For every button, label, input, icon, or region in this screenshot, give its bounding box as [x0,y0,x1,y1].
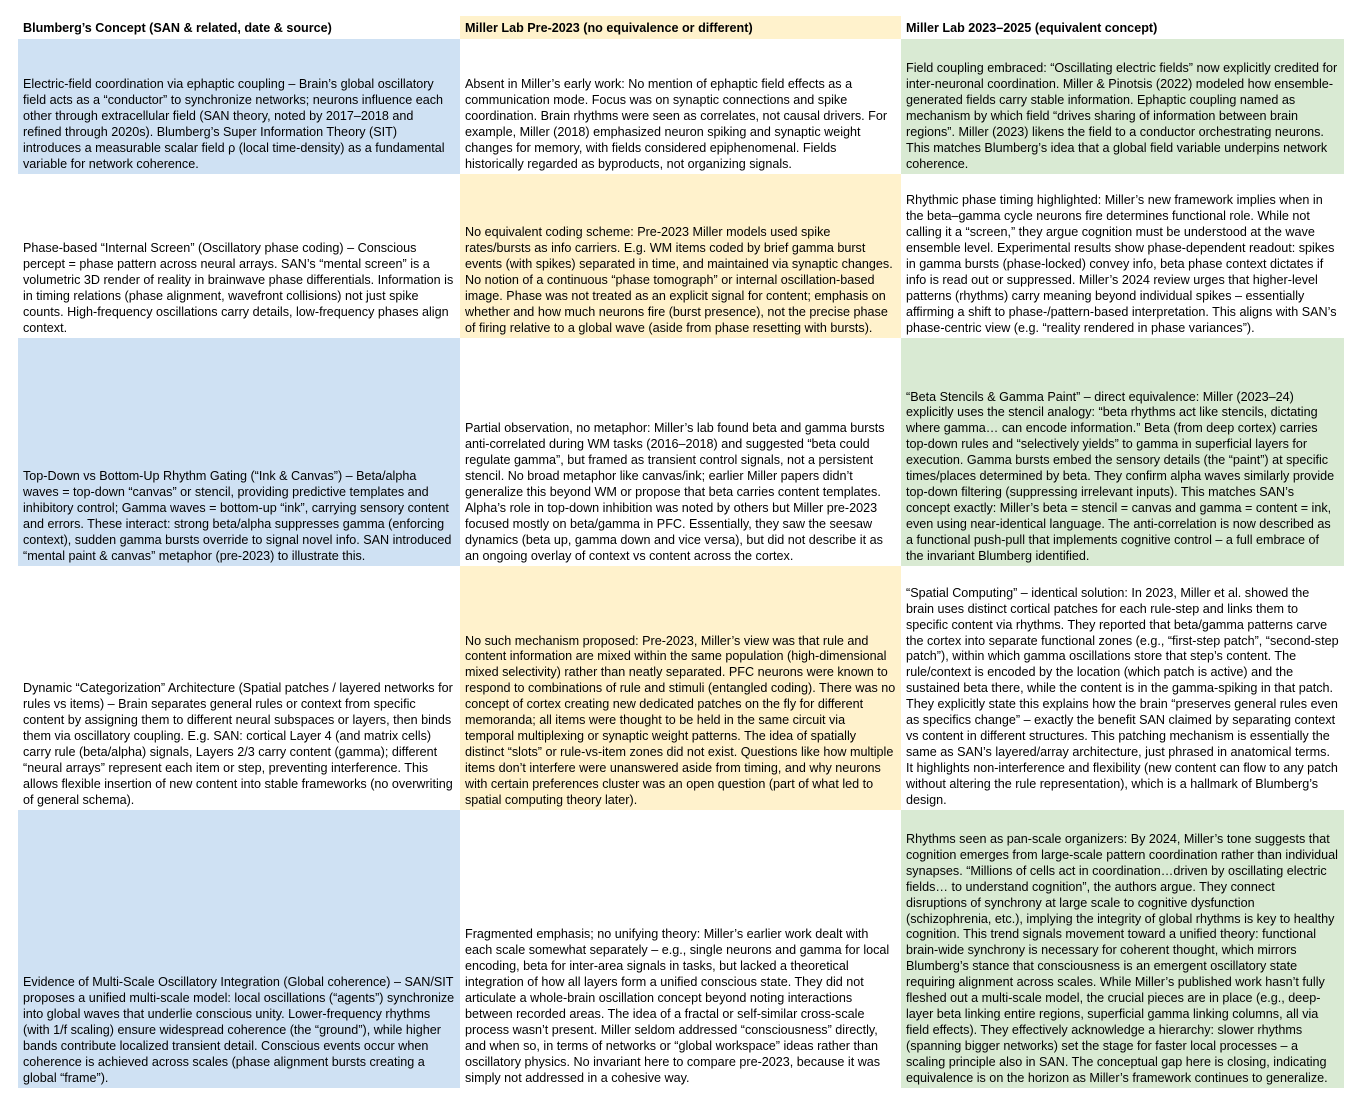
table-row [18,39,1344,174]
cell-miller-pre-2023: No equivalent coding scheme: Pre-2023 Miller models used spike rates/bursts as info carriers. E.g. WM items coded by brief gamma burst events (with spikes) separated in time, and maintained via synaptic changes. No notion of a continuous “phase tomograph” or internal oscillation-based image. Phase was not treated as an explicit signal for content; emphasis on whether and how much neurons fire (burst presence), not the precise phase of firing relative to a global wave (aside from phase resetting with bursts). [460,174,901,338]
header-miller-2023-2025: Miller Lab 2023–2025 (equivalent concept) [901,16,1344,39]
cell-miller-pre-2023: Fragmented emphasis; no unifying theory: Miller’s earlier work dealt with each scale somewhat separately – e.g., single neurons and gamma for local encoding, beta for inter-area signals in tasks, but lacked a theoretical integration of how all layers form a unified conscious state. They did not articulate a whole-brain oscillation concept beyond noting interactions between recorded areas. The idea of a fractal or self-similar cross-scale process wasn’t present. Miller seldom addressed “consciousness” directly, and when so, in terms of networks or “global workspace” ideas rather than oscillatory physics. No invariant here to compare pre-2023, because it was simply not addressed in a cohesive way. [460,810,901,1088]
cell-blumberg-concept: Electric-field coordination via ephaptic coupling – Brain’s global oscillatory field acts as a “conductor” to synchronize networks; neurons influence each other through extracellular field (SAN theory, noted by 2017–2018 and refined through 2020s). Blumberg’s Super Information Theory (SIT) introduces a measurable scalar field ρ (local time-density) as a fundamental variable for network coherence. [18,39,460,174]
cell-miller-pre-2023: Absent in Miller’s early work: No mention of ephaptic field effects as a communication mode. Focus was on synaptic connections and spike coordination. Brain rhythms were seen as correlates, not causal drivers. For example, Miller (2018) emphasized neuron spiking and synaptic weight changes for memory, with fields considered epiphenomenal. Fields historically regarded as byproducts, not organizing signals. [460,39,901,174]
cell-blumberg-concept: Top-Down vs Bottom-Up Rhythm Gating (“Ink & Canvas”) – Beta/alpha waves = top-down “canvas” or stencil, providing predictive templates and inhibitory control; Gamma waves = bottom-up “ink”, carrying sensory content and errors. These interact: strong beta/alpha suppresses gamma (enforcing context), sudden gamma bursts override to signal novel info. SAN introduced “mental paint & canvas” metaphor (pre-2023) to illustrate this. [18,338,460,566]
header-blumberg: Blumberg’s Concept (SAN & related, date & source) [18,16,460,39]
cell-blumberg-concept: Evidence of Multi-Scale Oscillatory Integration (Global coherence) – SAN/SIT proposes a unified multi-scale model: local oscillations (“agents”) synchronize into global waves that underlie conscious unity. Lower-frequency rhythms (with 1/f scaling) ensure widespread coherence (the “ground”), while higher bands contribute localized transient detail. Conscious events occur when coherence is achieved across scales (phase alignment bursts creating a global “frame”). [18,810,460,1088]
comparison-table [18,16,1344,1088]
cell-blumberg-concept: Phase-based “Internal Screen” (Oscillatory phase coding) – Conscious percept = phase pattern across neural arrays. SAN’s “mental screen” is a volumetric 3D render of reality in brainwave phase differentials. Information is in timing relations (phase alignment, wavefront collisions) not just spike counts. High-frequency oscillations carry details, low-frequency phases align context. [18,174,460,338]
cell-blumberg-concept: Dynamic “Categorization” Architecture (Spatial patches / layered networks for rules vs items) – Brain separates general rules or context from specific content by assigning them to different neural subspaces or layers, then binds them via oscillatory coupling. E.g. SAN: cortical Layer 4 (and matrix cells) carry rule (beta/alpha) signals, Layers 2/3 carry content (gamma); different “neural arrays” represent each item or step, preventing interference. This allows flexible insertion of new content into stable frameworks (no overwriting of general schema). [18,566,460,810]
cell-miller-2023-2025: Field coupling embraced: “Oscillating electric fields” now explicitly credited for inter-neuronal coordination. Miller & Pinotsis (2022) modeled how ensemble-generated fields carry stable information. Ephaptic coupling named as mechanism by which field “drives sharing of information between brain regions”. Miller (2023) likens the field to a conductor orchestrating neurons. This matches Blumberg’s idea that a global field variable underpins network coherence. [901,39,1344,174]
header-row [18,16,1344,39]
table-row [18,338,1344,566]
header-miller-pre-2023: Miller Lab Pre-2023 (no equivalence or different) [460,16,901,39]
cell-miller-pre-2023: Partial observation, no metaphor: Miller’s lab found beta and gamma bursts anti-correlated during WM tasks (2016–2018) and suggested “beta could regulate gamma”, but framed as transient control signals, not a persistent stencil. No broad metaphor like canvas/ink; earlier Miller papers didn’t generalize this beyond WM or propose that beta carries content templates. Alpha’s role in top-down inhibition was noted by others but Miller pre-2023 focused mostly on beta/gamma in PFC. Essentially, they saw the seesaw dynamics (beta up, gamma down and vice versa), but did not describe it as an ongoing overlay of context vs content across the cortex. [460,338,901,566]
table-row [18,174,1344,338]
cell-miller-pre-2023: No such mechanism proposed: Pre-2023, Miller’s view was that rule and content information are mixed within the same population (high-dimensional mixed selectivity) rather than neatly separated. PFC neurons were known to respond to combinations of rule and stimuli (entangled coding). There was no concept of cortex creating new dedicated patches on the fly for different memoranda; all items were thought to be held in the same circuit via temporal multiplexing or synaptic weight patterns. The idea of spatially distinct “slots” or rule-vs-item zones did not exist. Questions like how multiple items don’t interfere were unanswered aside from timing, and why neurons with certain preferences cluster was an open question (part of what led to spatial computing theory later). [460,566,901,810]
cell-miller-2023-2025: “Beta Stencils & Gamma Paint” – direct equivalence: Miller (2023–24) explicitly uses the stencil analogy: “beta rhythms act like stencils, dictating where gamma… can encode information.” Beta (from deep cortex) carries top-down rules and “selectively yields” to gamma in superficial layers for execution. Gamma bursts embed the sensory details (the “paint”) at specific times/places determined by beta. They confirm alpha waves similarly provide top-down filtering (suppressing irrelevant inputs). This matches SAN’s concept exactly: Miller’s beta = stencil = canvas and gamma = content = ink, even using near-identical language. The anti-correlation is now described as a functional push-pull that implements cognitive control – a full embrace of the invariant Blumberg identified. [901,338,1344,566]
table-row [18,810,1344,1088]
cell-miller-2023-2025: Rhythms seen as pan-scale organizers: By 2024, Miller’s tone suggests that cognition emerges from large-scale pattern coordination rather than individual synapses. “Millions of cells act in coordination…driven by oscillating electric fields… to understand cognition”, the authors argue. They connect disruptions of synchrony at large scale to cognitive dysfunction (schizophrenia, etc.), implying the integrity of global rhythms is key to healthy cognition. This trend signals movement toward a unified theory: functional brain-wide synchrony is necessary for coherent thought, which mirrors Blumberg’s stance that consciousness is an emergent oscillatory state requiring alignment across scales. While Miller’s published work hasn’t fully fleshed out a multi-scale model, the crucial pieces are in place (e.g., deep-layer beta linking entire regions, superficial gamma linking columns, all via field effects). They effectively acknowledge a hierarchy: slower rhythms (spanning bigger networks) set the stage for faster local processes – a scaling principle also in SAN. The conceptual gap here is closing, indicating equivalence is on the horizon as Miller’s framework continues to generalize. [901,810,1344,1088]
cell-miller-2023-2025: Rhythmic phase timing highlighted: Miller’s new framework implies when in the beta–gamma cycle neurons fire determines functional role. While not calling it a “screen,” they argue cognition must be understood at the wave ensemble level. Experimental results show phase-dependent readout: spikes in gamma bursts (phase-locked) convey info, beta phase context dictates if info is read out or suppressed. Miller’s 2024 review urges that higher-level patterns (rhythms) carry meaning beyond individual spikes – essentially affirming a shift to phase-/pattern-based interpretation. This aligns with SAN’s phase-centric view (e.g. “reality rendered in phase variances”). [901,174,1344,338]
cell-miller-2023-2025: “Spatial Computing” – identical solution: In 2023, Miller et al. showed the brain uses distinct cortical patches for each rule-step and links them to specific content via rhythms. They reported that beta/gamma patterns carve the cortex into separate functional zones (e.g., “first-step patch”, “second-step patch”), within which gamma oscillations store that step’s content. The rule/context is encoded by the location (which patch is active) and the sustained beta there, while the content is in the gamma-spiking in that patch. They explicitly state this explains how the brain “preserves general rules even as specifics change” – exactly the benefit SAN claimed by separating context vs content in different structures. This patching mechanism is essentially the same as SAN’s layered/array architecture, just phrased in anatomical terms. It highlights non-interference and flexibility (new content can flow to any patch without altering the rule representation), which is a hallmark of Blumberg’s design. [901,566,1344,810]
table-row [18,566,1344,810]
